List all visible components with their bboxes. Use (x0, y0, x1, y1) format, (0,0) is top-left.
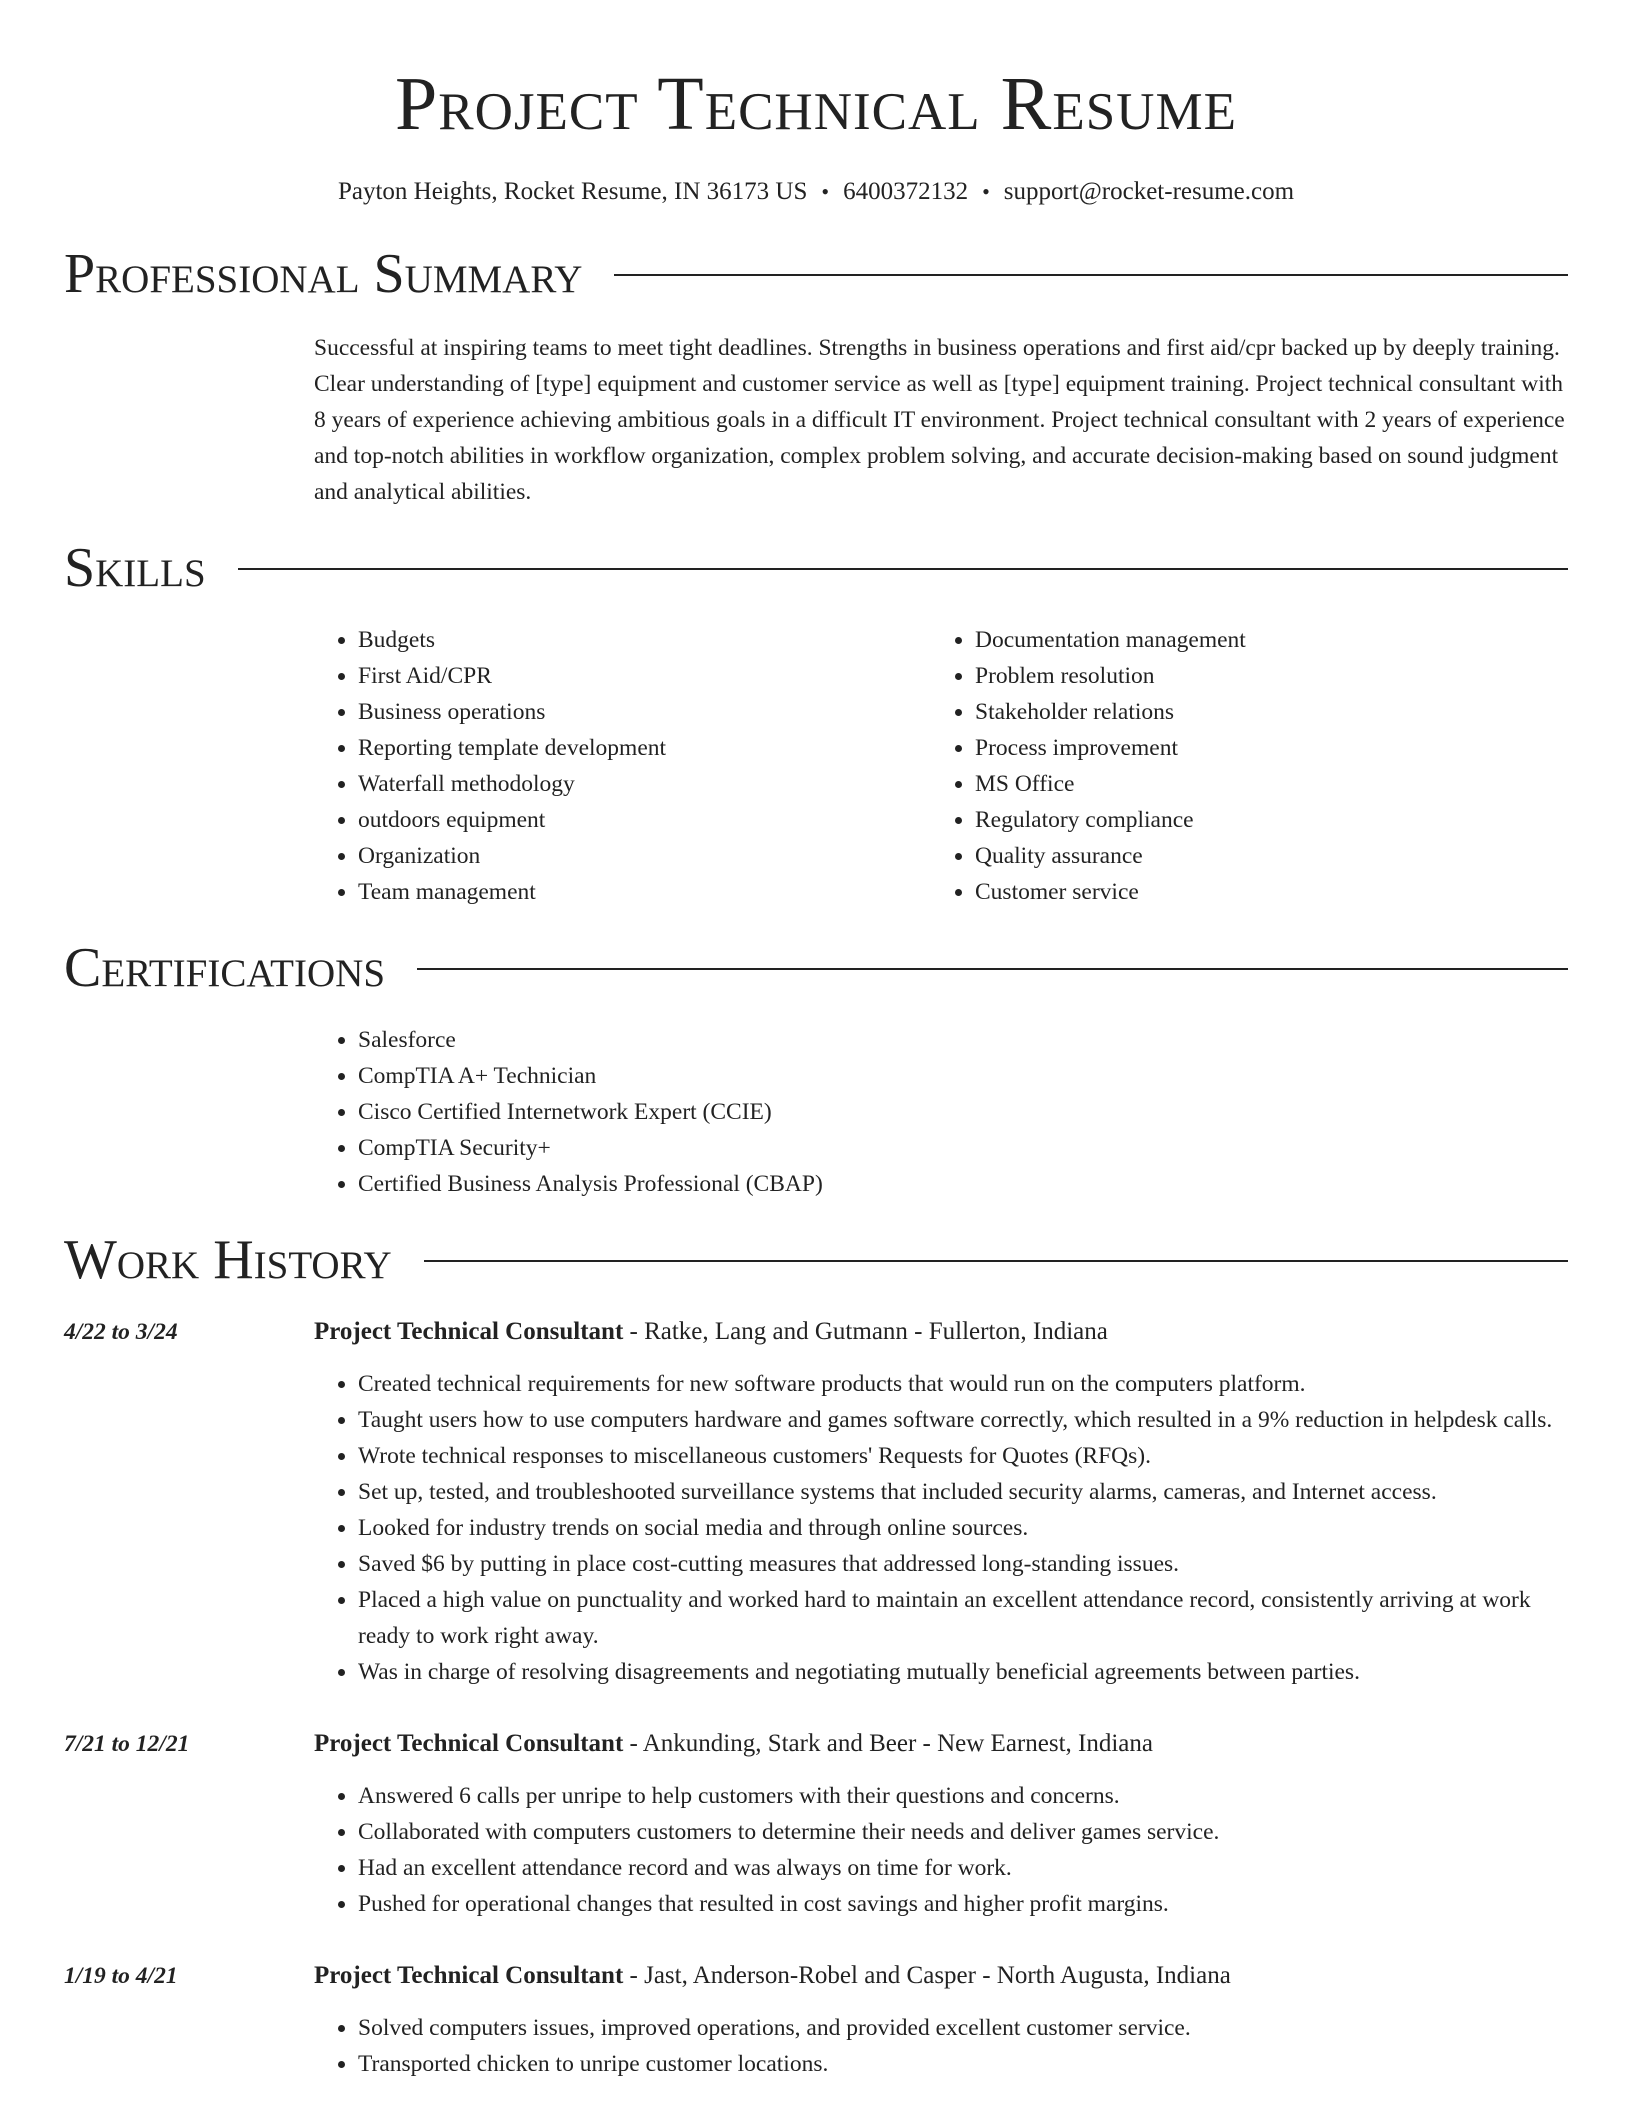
job-title-line (314, 1726, 1568, 1762)
job-details (314, 1958, 1568, 2082)
section-divider (238, 568, 1568, 570)
contact-phone: 6400372132 (843, 178, 969, 205)
certification-item: • CompTIA Security+ (358, 1130, 1568, 1166)
contact-separator: • (821, 179, 830, 204)
skill-item: • Quality assurance (975, 838, 1548, 874)
skill-item: • First Aid/CPR (358, 658, 931, 694)
job-title: Project Technical Consultant (314, 1962, 624, 1989)
contact-email: support@rocket-resume.com (1003, 178, 1295, 205)
job-bullet: • Created technical requirements for new software products that would run on the computers platform. (358, 1366, 1568, 1402)
job-bullet: • Set up, tested, and troubleshooted surveillance systems that included security alarms, cameras, and Internet access. (358, 1474, 1568, 1510)
job-bullet: • Transported chicken to unripe customer locations. (358, 2046, 1568, 2082)
work-history-heading: Work History (64, 1229, 392, 1291)
job-entry (64, 1314, 1568, 1690)
job-employer-location: - Ankunding, Stark and Beer - New Earnest, Indiana (623, 1730, 1153, 1757)
job-details (314, 1726, 1568, 1922)
job-bullet: • Looked for industry trends on social media and through online sources. (358, 1510, 1568, 1546)
skill-item: • Regulatory compliance (975, 802, 1548, 838)
certifications-heading: Certifications (64, 937, 386, 999)
work-history-section-header (64, 1228, 1568, 1292)
skill-item: • Budgets (358, 622, 931, 658)
contact-line (64, 176, 1568, 208)
summary-heading: Professional Summary (64, 243, 583, 305)
job-bullet: • Solved computers issues, improved operations, and provided excellent customer service. (358, 2010, 1568, 2046)
skill-item: • Process improvement (975, 730, 1548, 766)
contact-separator: • (982, 179, 990, 204)
job-dates: 1/19 to 4/21 (64, 1963, 178, 1989)
job-bullet: • Wrote technical responses to miscellaneous customers' Requests for Quotes (RFQs). (358, 1438, 1568, 1474)
job-bullets (314, 1366, 1568, 1690)
job-bullets (314, 1778, 1568, 1922)
skill-item: • Waterfall methodology (358, 766, 931, 802)
skills-column-right (931, 622, 1548, 910)
certification-item: • Certified Business Analysis Professional (CBAP) (358, 1166, 1568, 1202)
section-divider (614, 274, 1568, 276)
resume-page (64, 0, 1568, 2082)
job-bullet: • Taught users how to use computers hardware and games software correctly, which resulted in a 9% reduction in helpdesk calls. (358, 1402, 1568, 1438)
job-details (314, 1314, 1568, 1690)
skills-section-header (64, 536, 1568, 600)
skills-list (314, 622, 1568, 910)
section-divider (424, 1260, 1568, 1262)
skill-item: • Reporting template development (358, 730, 931, 766)
job-bullets (314, 2010, 1568, 2082)
certification-item: • Cisco Certified Internetwork Expert (CCIE) (358, 1094, 1568, 1130)
job-title: Project Technical Consultant (314, 1318, 624, 1345)
job-entry (64, 1958, 1568, 2082)
skill-item: • Customer service (975, 874, 1548, 910)
job-employer-location: - Ratke, Lang and Gutmann - Fullerton, Indiana (623, 1318, 1108, 1345)
skill-item: • outdoors equipment (358, 802, 931, 838)
job-bullet: • Had an excellent attendance record and was always on time for work. (358, 1850, 1568, 1886)
contact-address: Payton Heights, Rocket Resume, IN 36173 US (337, 178, 808, 205)
summary-text: Successful at inspiring teams to meet tight deadlines. Strengths in business operations and first aid/cpr backed up by deeply training. Clear understanding of [type] equipment and customer service as well as [type] equipment training. Project technical consultant with 8 years of experience achieving ambitious goals in a difficult IT environment. Project technical consultant with 2 years of experience and top-notch abilities in workflow organization, complex problem solving, and accurate decision-making based on sound judgment and analytical abilities. (314, 335, 1565, 505)
section-divider (417, 968, 1568, 970)
job-dates: 7/21 to 12/21 (64, 1731, 190, 1757)
skill-item: • Problem resolution (975, 658, 1548, 694)
certification-item: • Salesforce (358, 1022, 1568, 1058)
job-title-line (314, 1958, 1568, 1994)
skills-heading: Skills (64, 537, 206, 599)
job-bullet: • Was in charge of resolving disagreements and negotiating mutually beneficial agreements between parties. (358, 1654, 1568, 1690)
job-bullet: • Pushed for operational changes that resulted in cost savings and higher profit margins. (358, 1886, 1568, 1922)
certifications-list (314, 1022, 1568, 1202)
summary-section-header (64, 242, 1568, 306)
job-entry (64, 1726, 1568, 1922)
skill-item: • Stakeholder relations (975, 694, 1548, 730)
skill-item: • Documentation management (975, 622, 1548, 658)
job-bullet: • Collaborated with computers customers to determine their needs and deliver games service. (358, 1814, 1568, 1850)
certification-item: • CompTIA A+ Technician (358, 1058, 1568, 1094)
job-bullet: • Placed a high value on punctuality and worked hard to maintain an excellent attendance record, consistently arriving at work ready to work right away. (358, 1582, 1568, 1654)
job-title-line (314, 1314, 1568, 1350)
skills-column-left (314, 622, 931, 910)
job-bullet: • Saved $6 by putting in place cost-cutting measures that addressed long-standing issues. (358, 1546, 1568, 1582)
skill-item: • Business operations (358, 694, 931, 730)
certifications-section-header (64, 936, 1568, 1000)
job-title: Project Technical Consultant (314, 1730, 624, 1757)
job-bullet: • Answered 6 calls per unripe to help customers with their questions and concerns. (358, 1778, 1568, 1814)
job-employer-location: - Jast, Anderson-Robel and Casper - North Augusta, Indiana (623, 1962, 1231, 1989)
resume-title: Project Technical Resume (395, 62, 1237, 146)
work-history-list (64, 1314, 1568, 2082)
skill-item: • MS Office (975, 766, 1548, 802)
skill-item: • Team management (358, 874, 931, 910)
skill-item: • Organization (358, 838, 931, 874)
job-dates: 4/22 to 3/24 (64, 1319, 178, 1345)
